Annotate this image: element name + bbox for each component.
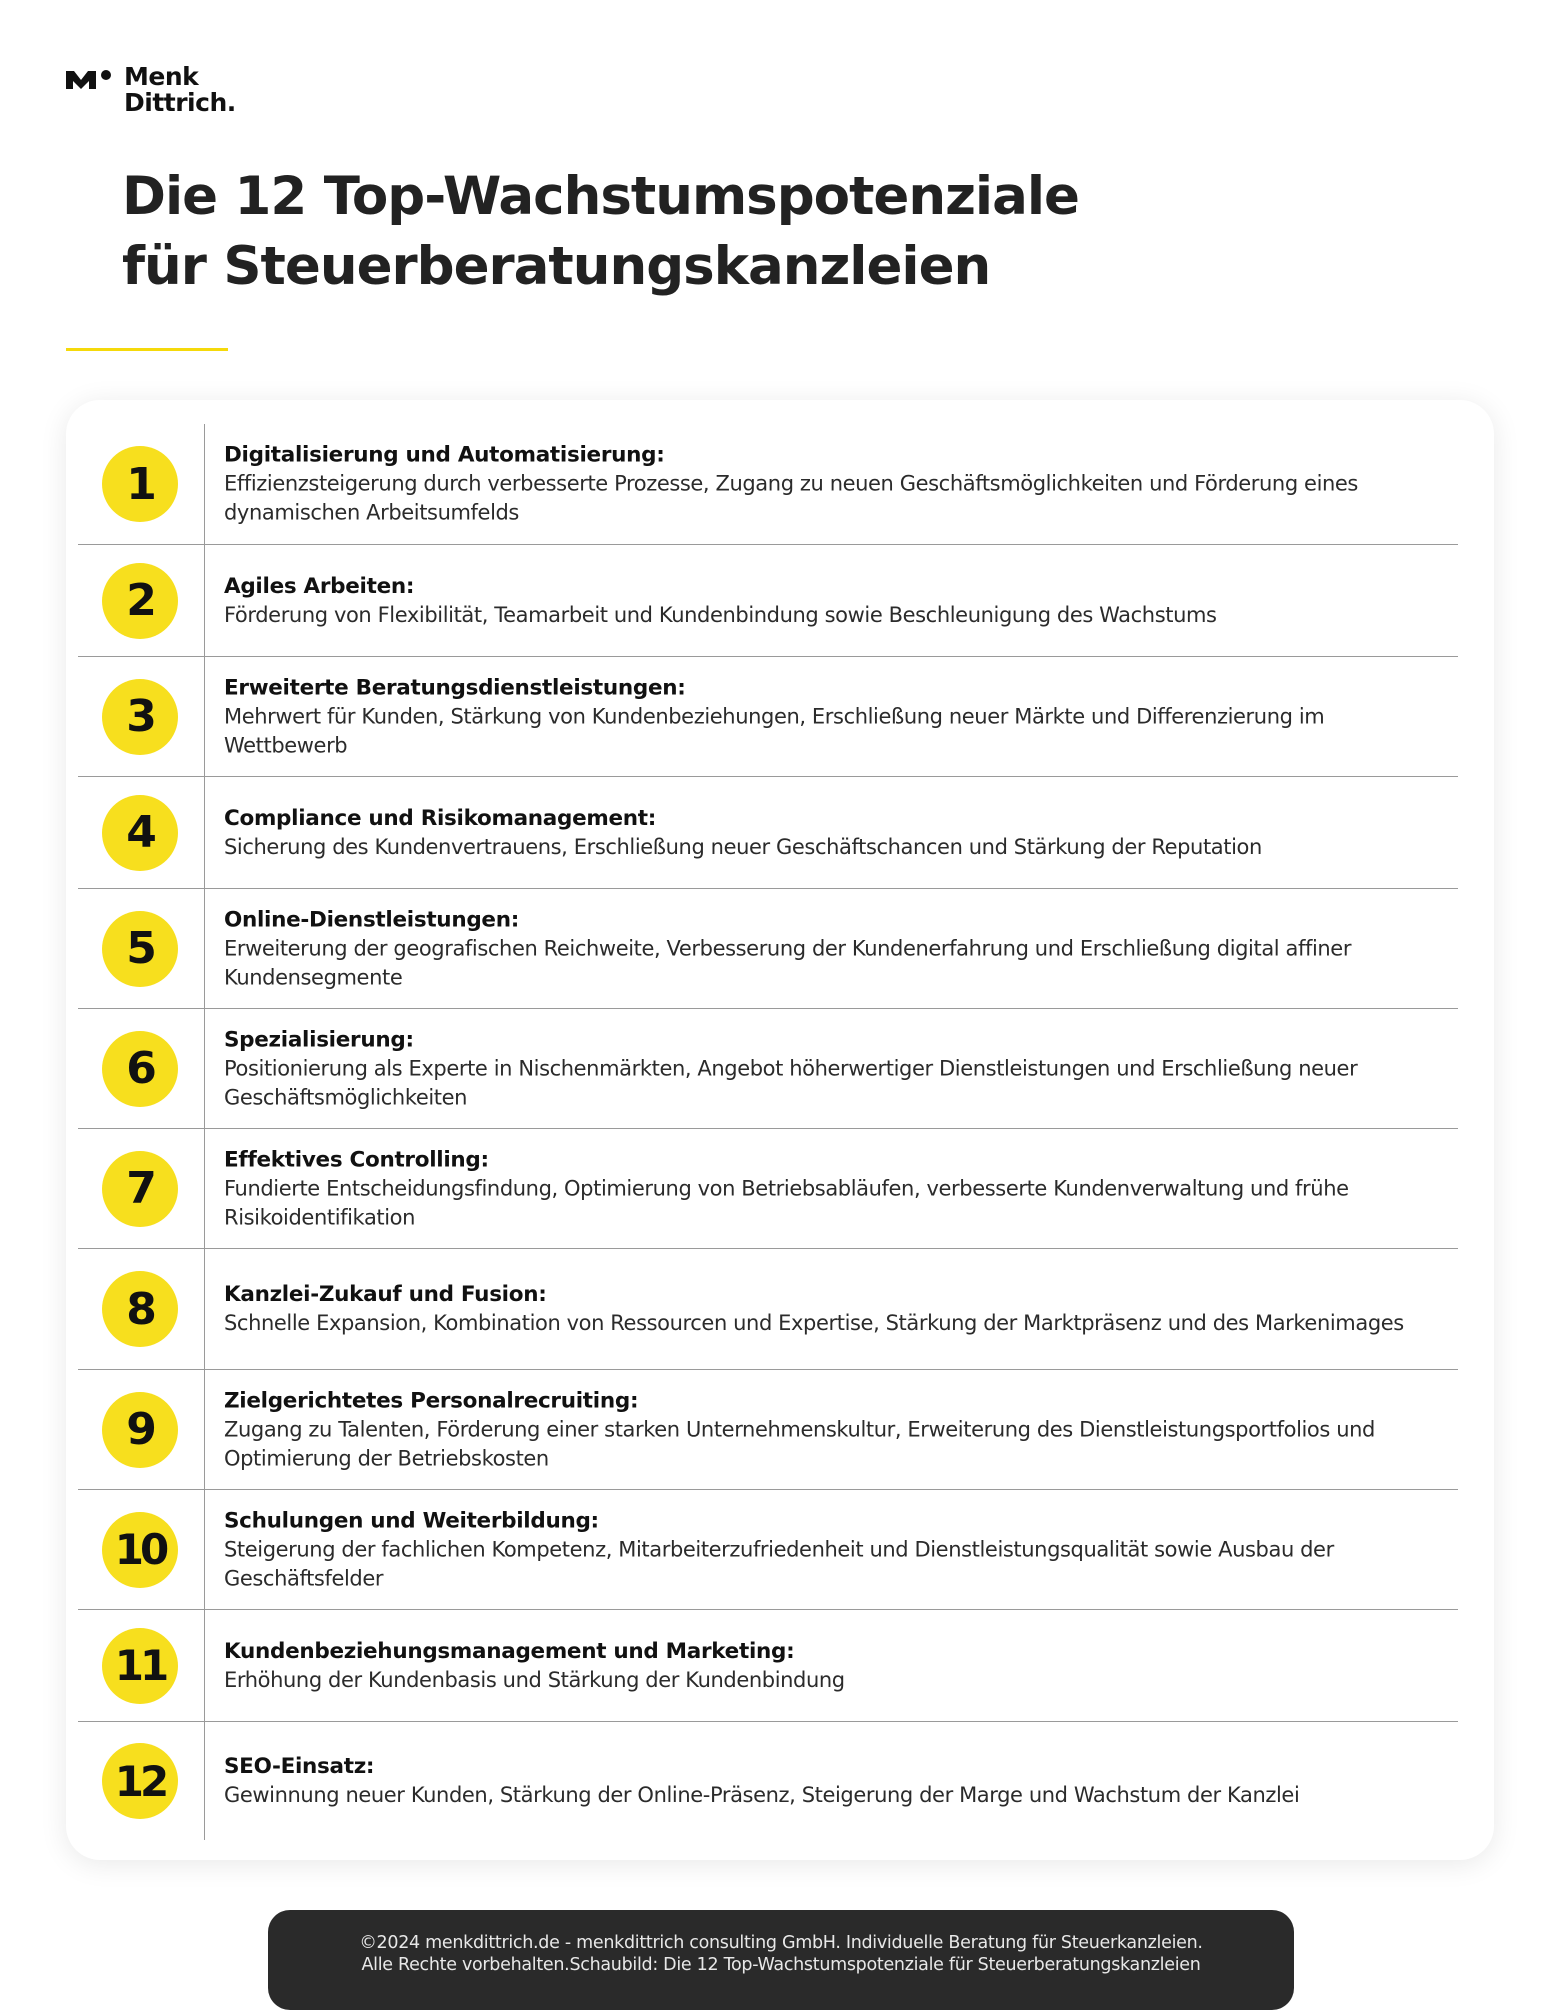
list-item	[78, 1249, 1458, 1370]
item-content	[224, 441, 1448, 528]
item-content	[224, 572, 1448, 630]
item-description: Steigerung der fachlichen Kompetenz, Mitarbeiterzufriedenheit und Dienstleistungsqualität sowie Ausbau der Geschäftsfelder	[224, 1537, 1334, 1590]
number-badge: 12	[102, 1743, 178, 1819]
page-title: Die 12 Top-Wachstumspotenziale für Steuerberatungskanzleien	[122, 166, 1079, 297]
number-badge: 11	[102, 1628, 178, 1704]
item-content	[224, 905, 1448, 992]
item-title: Digitalisierung und Automatisierung:	[224, 442, 665, 468]
number-badge: 2	[102, 563, 178, 639]
number-badge: 6	[102, 1031, 178, 1107]
item-content	[224, 1386, 1448, 1473]
item-title: Compliance und Risikomanagement:	[224, 805, 657, 831]
number-badge: 9	[102, 1392, 178, 1468]
list-item	[78, 1610, 1458, 1722]
list-item	[78, 424, 1458, 545]
item-description: Förderung von Flexibilität, Teamarbeit und Kundenbindung sowie Beschleunigung des Wachstums	[224, 602, 1217, 627]
item-content	[224, 1280, 1448, 1338]
number-badge: 3	[102, 679, 178, 755]
item-description: Schnelle Expansion, Kombination von Ressourcen und Expertise, Stärkung der Marktpräsenz und des Markenimages	[224, 1311, 1404, 1335]
list-item	[78, 1490, 1458, 1610]
item-content	[224, 673, 1448, 760]
list-item	[78, 1722, 1458, 1840]
item-description: Positionierung als Experte in Nischenmärkten, Angebot höherwertiger Dienstleistungen und Erschließung neuer Geschäftsmöglichkeiten	[224, 1056, 1358, 1109]
list-item	[78, 1129, 1458, 1249]
item-title: Effektives Controlling:	[224, 1147, 489, 1172]
item-title: Online-Dienstleistungen:	[224, 907, 519, 932]
item-title: Spezialisierung:	[224, 1027, 414, 1052]
brand-line-2: Dittrich.	[124, 88, 236, 117]
footer-line-2: Alle Rechte vorbehalten.Schaubild: Die 12 Top-Wachstumspotenziale für Steuerberatungskanzleien	[361, 1955, 1201, 1975]
number-badge: 8	[102, 1271, 178, 1347]
brand-wordmark	[124, 64, 236, 116]
item-content	[224, 1637, 1448, 1695]
item-description: Sicherung des Kundenvertrauens, Erschließung neuer Geschäftschancen und Stärkung der Reputation	[224, 834, 1262, 859]
number-badge: 10	[102, 1512, 178, 1588]
item-description: Gewinnung neuer Kunden, Stärkung der Online-Präsenz, Steigerung der Marge und Wachstum der Kanzlei	[224, 1783, 1300, 1807]
list-item	[78, 777, 1458, 889]
copyright-footer	[268, 1910, 1294, 2010]
item-content	[224, 1145, 1448, 1232]
item-content	[224, 804, 1448, 862]
list-item	[78, 1370, 1458, 1490]
number-badge: 5	[102, 911, 178, 987]
item-content	[224, 1752, 1448, 1810]
item-title: Kundenbeziehungsmanagement und Marketing:	[224, 1638, 795, 1664]
item-description: Effizienzsteigerung durch verbesserte Prozesse, Zugang zu neuen Geschäftsmöglichkeiten und Förderung eines dynamischen Arbeitsumfelds	[224, 471, 1358, 525]
item-description: Zugang zu Talenten, Förderung einer starken Unternehmenskultur, Erweiterung des Dienstleistungsportfolios und Optimierung der Betriebskosten	[224, 1417, 1375, 1470]
number-badge: 7	[102, 1151, 178, 1227]
item-title: Kanzlei-Zukauf und Fusion:	[224, 1282, 547, 1307]
item-description: Erweiterung der geografischen Reichweite, Verbesserung der Kundenerfahrung und Erschließung digital affiner Kundensegmente	[224, 936, 1352, 989]
list-item	[78, 545, 1458, 657]
number-badge: 4	[102, 795, 178, 871]
list-item	[78, 657, 1458, 777]
item-title: Zielgerichtetes Personalrecruiting:	[224, 1388, 639, 1413]
list-item	[78, 1009, 1458, 1129]
item-description: Erhöhung der Kundenbasis und Stärkung der Kundenbindung	[224, 1667, 845, 1692]
item-description: Mehrwert für Kunden, Stärkung von Kundenbeziehungen, Erschließung neuer Märkte und Differenzierung im Wettbewerb	[224, 704, 1325, 757]
item-title: Erweiterte Beratungsdienstleistungen:	[224, 675, 686, 700]
brand-line-1: Menk	[124, 62, 199, 91]
growth-potentials-list	[66, 400, 1494, 1860]
list-item	[78, 889, 1458, 1009]
item-content	[224, 1025, 1448, 1112]
item-title: Agiles Arbeiten:	[224, 573, 415, 599]
item-title: Schulungen und Weiterbildung:	[224, 1508, 599, 1533]
menk-dittrich-logo-icon	[66, 68, 112, 92]
number-badge: 1	[102, 446, 178, 522]
title-accent-line	[66, 348, 228, 351]
item-content	[224, 1506, 1448, 1593]
item-description: Fundierte Entscheidungsfindung, Optimierung von Betriebsabläufen, verbesserte Kundenverwaltung und frühe Risikoidentifikation	[224, 1176, 1349, 1229]
item-title: SEO-Einsatz:	[224, 1754, 375, 1779]
footer-line-1: ©2024 menkdittrich.de - menkdittrich consulting GmbH. Individuelle Beratung für Steuerkanzleien.	[359, 1933, 1203, 1953]
brand-logo	[66, 64, 236, 116]
